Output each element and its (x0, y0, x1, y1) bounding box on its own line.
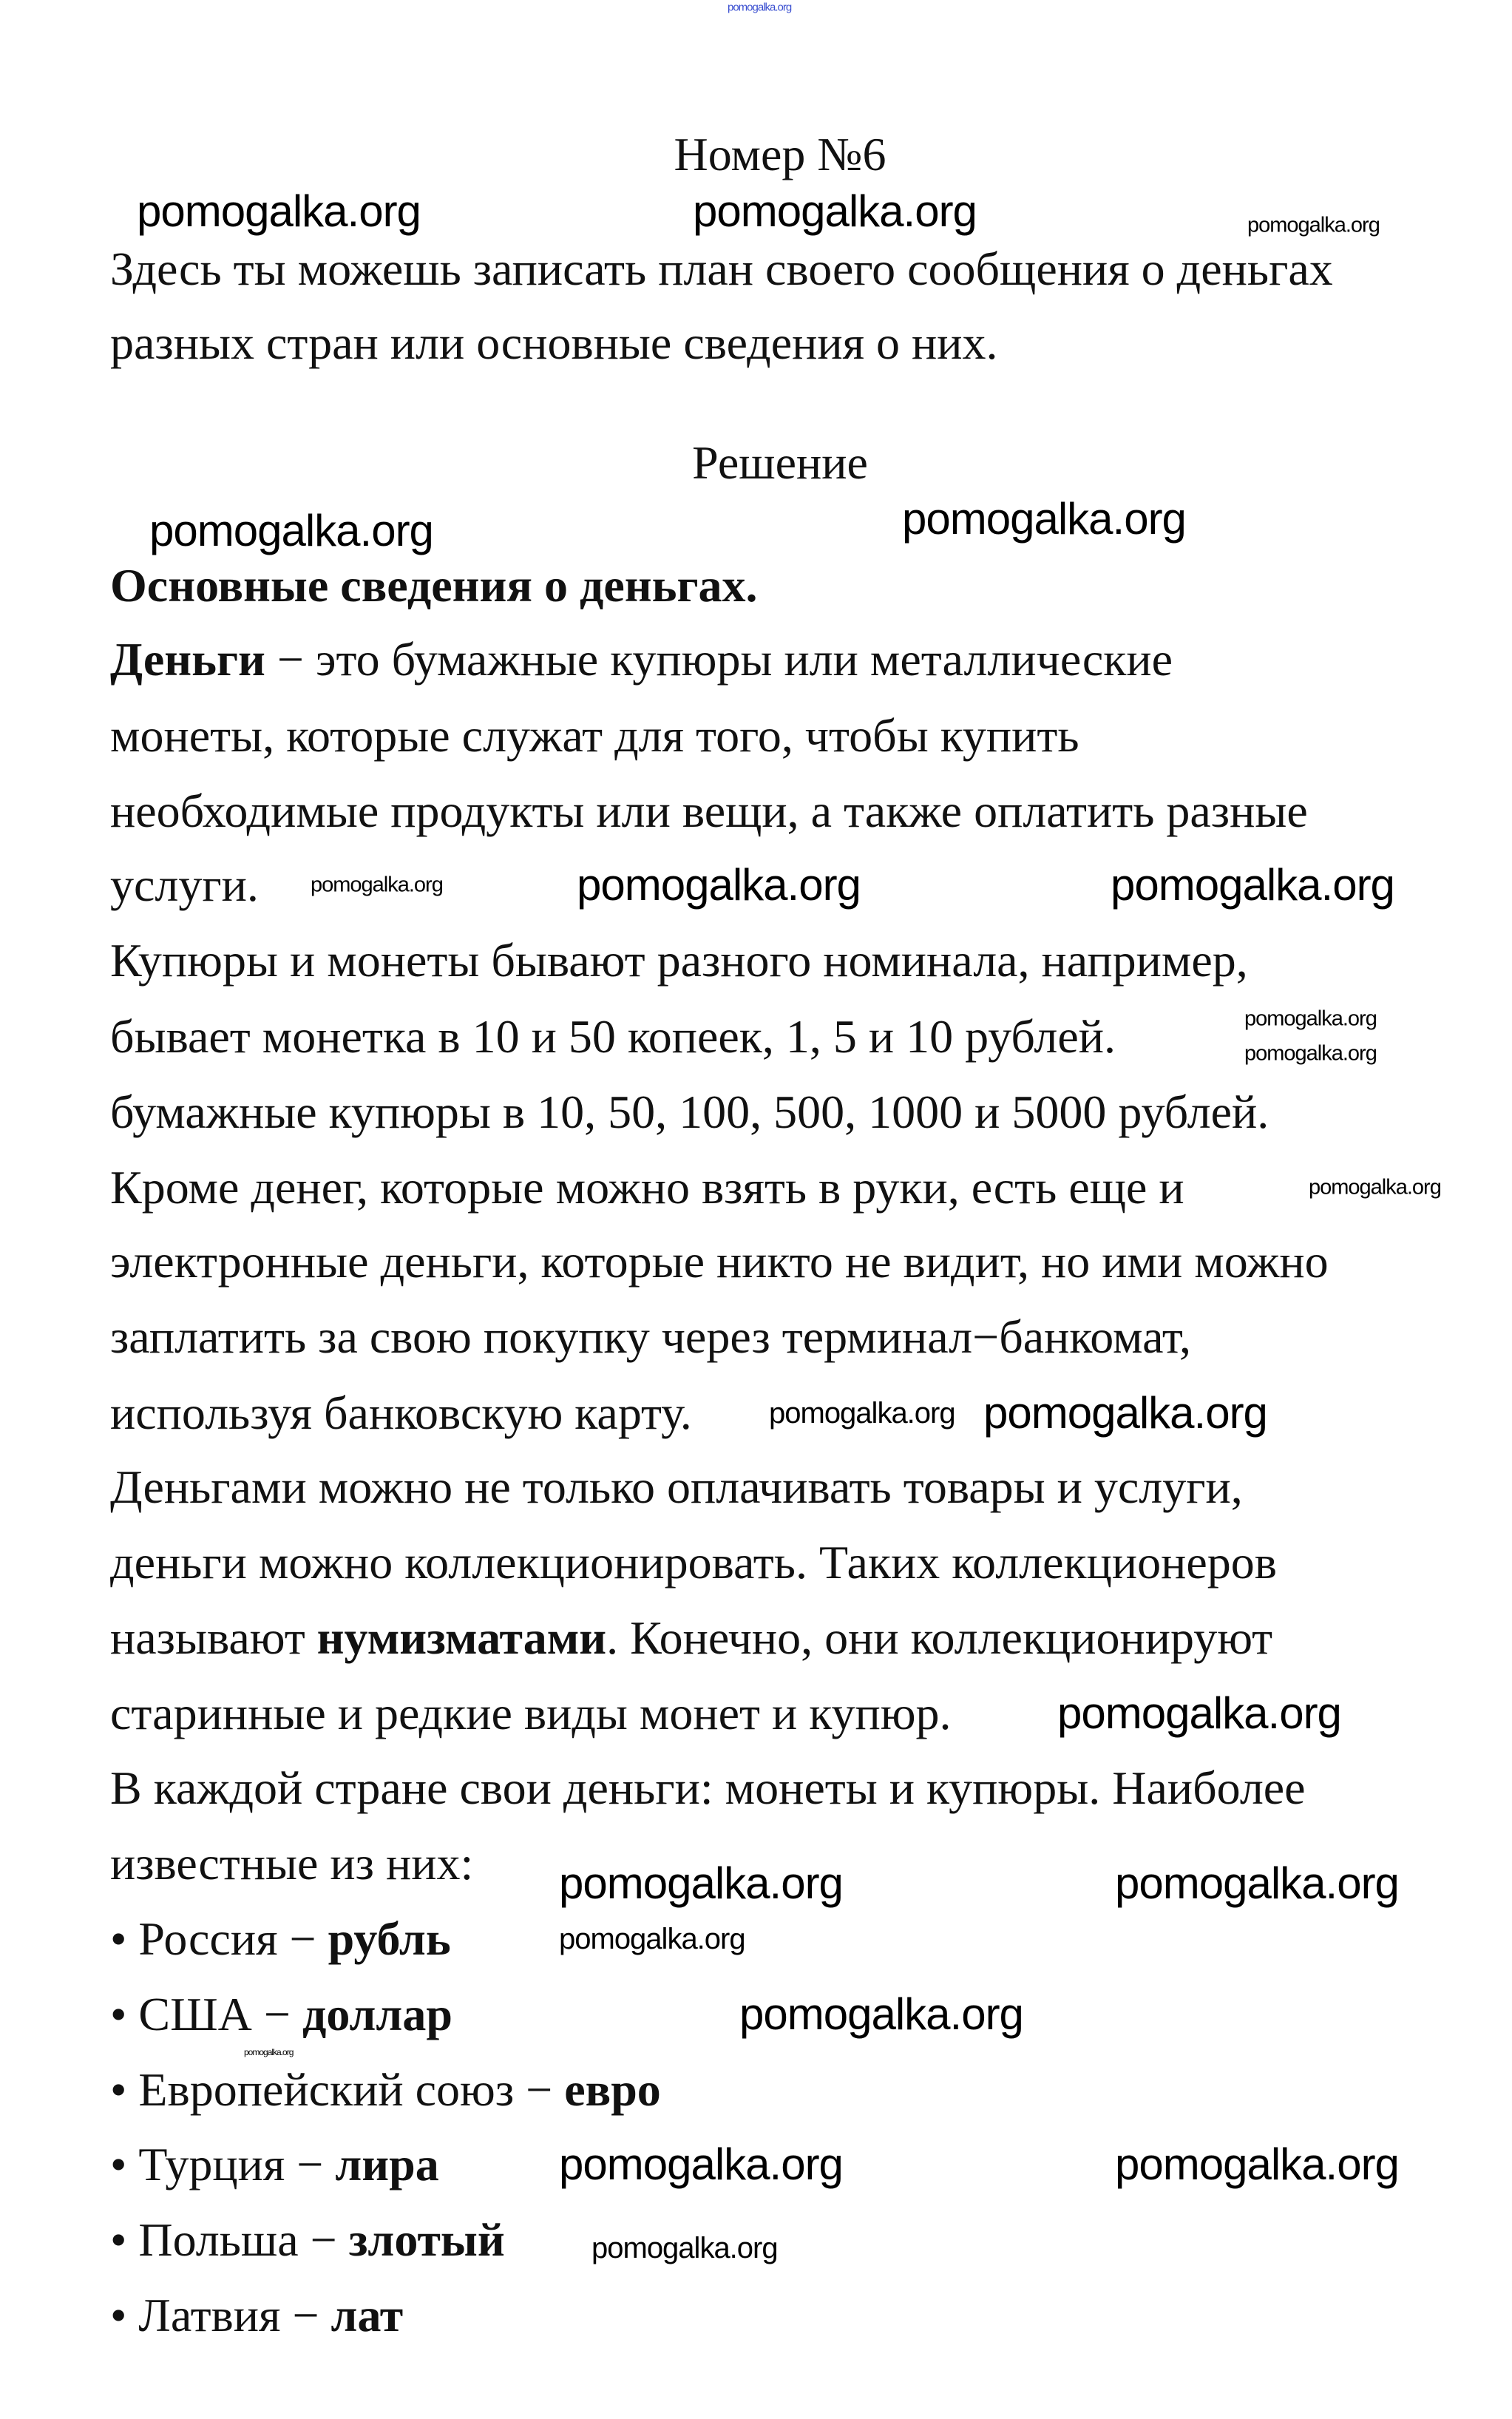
text-line: Купюры и монеты бывают разного номинала, например, (110, 934, 1248, 987)
currency-item (110, 2062, 661, 2118)
country: • Турция − (110, 2138, 336, 2190)
watermark: pomogalka.org (983, 1388, 1267, 1438)
country: • Латвия − (110, 2289, 331, 2341)
section-heading (110, 558, 758, 614)
currency: лат (330, 2289, 404, 2341)
task-line: Здесь ты можешь записать план своего сообщения о деньгах (110, 243, 1333, 295)
watermark: pomogalka.org (559, 1923, 745, 1955)
text-line: электронные деньги, которые никто не видит, но ими можно (110, 1235, 1329, 1288)
text-line: услуги. (110, 859, 259, 911)
watermark: pomogalka.org (1309, 1175, 1441, 1200)
text-line: необходимые продукты или вещи, а также оплатить разные (110, 785, 1308, 837)
watermark: pomogalka.org (693, 186, 977, 236)
watermark: pomogalka.org (1247, 213, 1380, 237)
text-line: заплатить за свою покупку через терминал−банкомат, (110, 1310, 1191, 1363)
watermark: pomogalka.org (739, 1989, 1023, 2039)
solution-heading: Решение (692, 436, 868, 489)
currency: рубль (328, 1912, 451, 1965)
text-line: монеты, которые служат для того, чтобы купить (110, 709, 1079, 762)
country: • Россия − (110, 1912, 328, 1965)
text-line: Кроме денег, которые можно взять в руки, есть еще и (110, 1161, 1184, 1214)
text-line: бывает монетка в 10 и 50 копеек, 1, 5 и 10 рублей. (110, 1010, 1116, 1063)
page-title: Номер №6 (674, 128, 886, 180)
watermark: pomogalka.org (902, 494, 1186, 544)
watermark: pomogalka.org (137, 186, 421, 236)
currency-item (110, 1911, 451, 1967)
watermark: pomogalka.org (311, 873, 443, 897)
watermark: pomogalka.org (1244, 1041, 1377, 1066)
text-line (110, 1610, 1272, 1666)
section-heading-text: Основные сведения о деньгах. (110, 559, 758, 612)
text-line: В каждой стране свои деньги: монеты и купюры. Наиболее (110, 1762, 1306, 1814)
currency: евро (564, 2063, 661, 2116)
watermark: pomogalka.org (1115, 1858, 1399, 1908)
country: • Польша − (110, 2213, 349, 2266)
watermark: pomogalka.org (244, 2047, 294, 2057)
watermark: pomogalka.org (769, 1397, 955, 1430)
text-line (110, 632, 1173, 688)
text-line: Деньгами можно не только оплачивать товары и услуги, (110, 1461, 1243, 1513)
currency-item (110, 2136, 439, 2193)
term-numismatists: нумизматами (316, 1611, 607, 1664)
watermark: pomogalka.org (1115, 2139, 1399, 2189)
country: • Европейский союз − (110, 2063, 565, 2116)
text-line: известные из них: (110, 1837, 474, 1889)
watermark: pomogalka.org (591, 2232, 778, 2264)
text: − это бумажные купюры или металлические (265, 633, 1173, 686)
watermark: pomogalka.org (1111, 860, 1394, 910)
watermark: pomogalka.org (149, 506, 433, 555)
term-money: Деньги (110, 633, 265, 686)
text-line: старинные и редкие виды монет и купюр. (110, 1687, 952, 1739)
currency: лира (335, 2138, 439, 2190)
watermark: pomogalka.org (559, 2139, 843, 2189)
watermark: pomogalka.org (559, 1858, 843, 1908)
watermark: pomogalka.org (1057, 1688, 1341, 1738)
currency-item (110, 2287, 403, 2344)
currency: злотый (348, 2213, 505, 2266)
text: . Конечно, они коллекционируют (606, 1611, 1273, 1664)
currency: доллар (302, 1988, 452, 2040)
text-line: деньги можно коллекционировать. Таких коллекционеров (110, 1536, 1277, 1589)
task-line: разных стран или основные сведения о них. (110, 317, 998, 369)
currency-item (110, 2212, 505, 2268)
watermark: pomogalka.org (728, 1, 792, 14)
watermark: pomogalka.org (1244, 1006, 1377, 1031)
text-line: используя банковскую карту. (110, 1387, 692, 1439)
text: называют (110, 1611, 317, 1664)
text-line: бумажные купюры в 10, 50, 100, 500, 1000 и 5000 рублей. (110, 1086, 1269, 1138)
watermark: pomogalka.org (577, 860, 861, 910)
country: • США − (110, 1988, 302, 2040)
currency-item (110, 1986, 452, 2043)
